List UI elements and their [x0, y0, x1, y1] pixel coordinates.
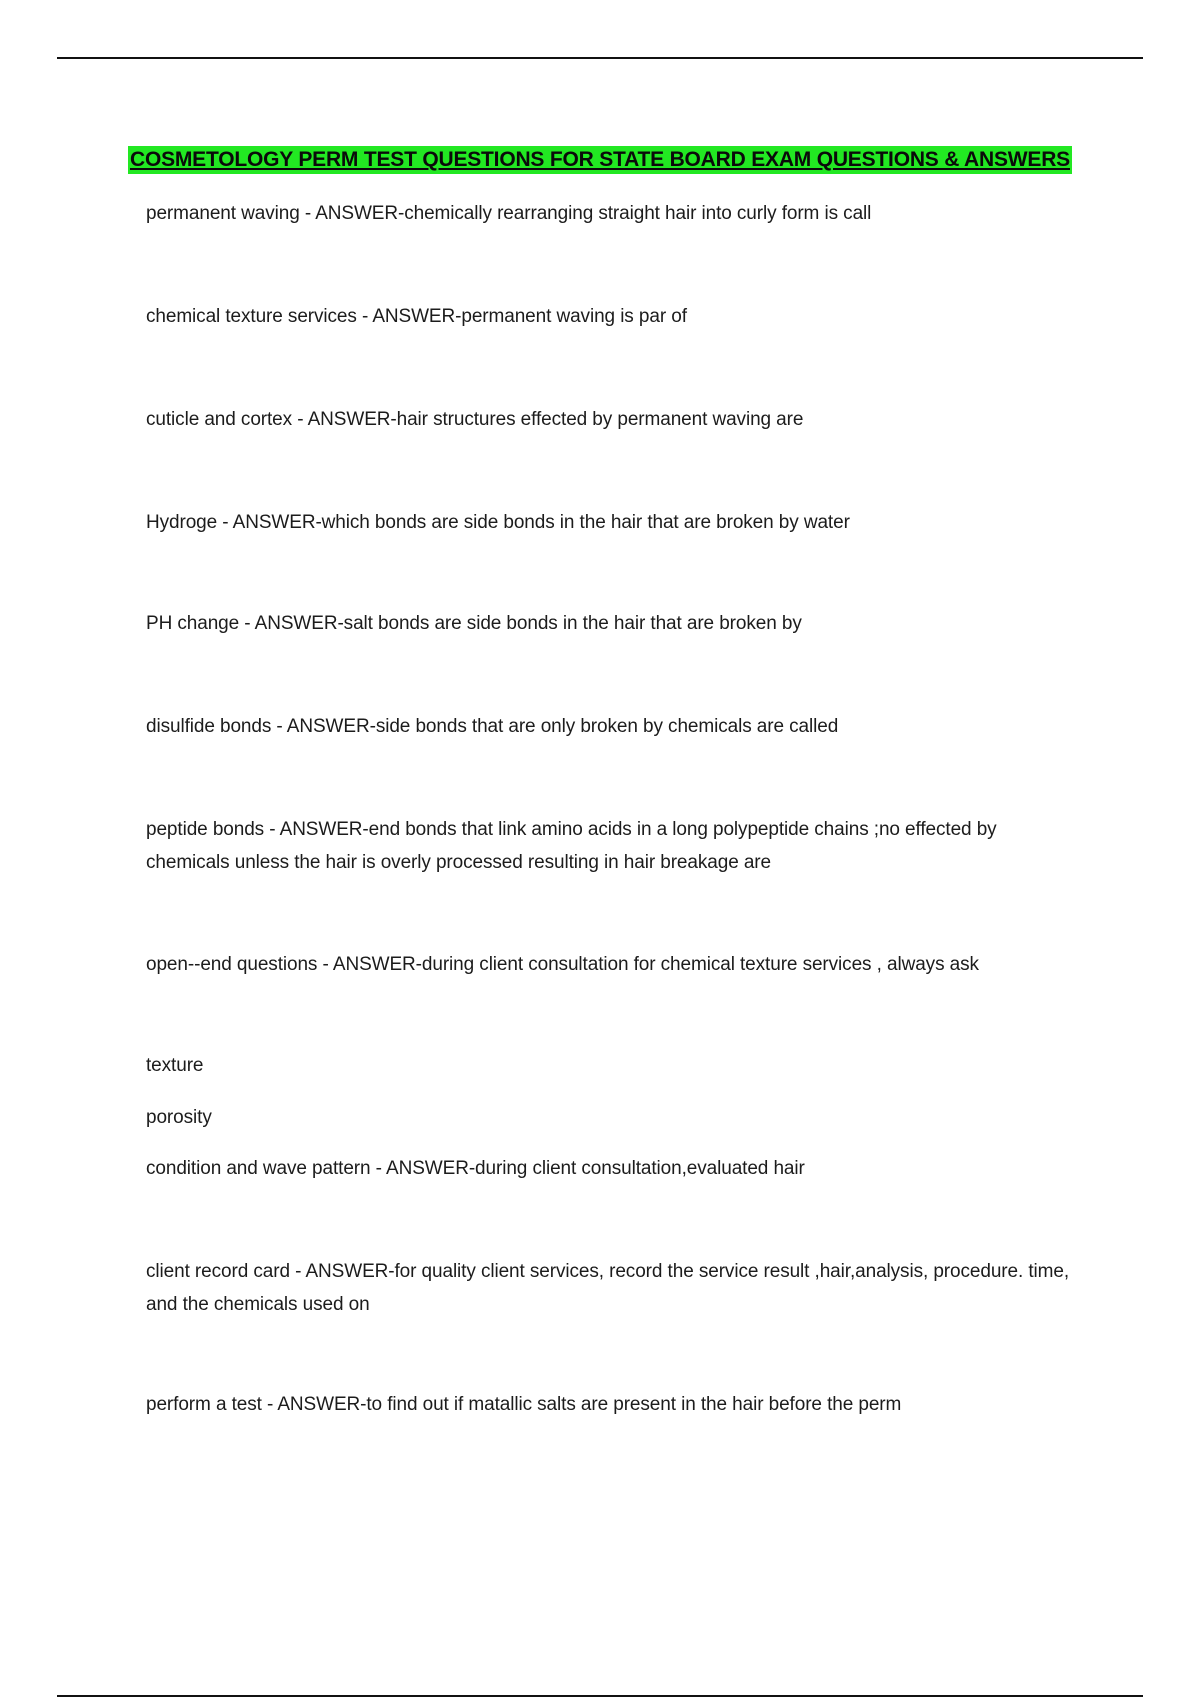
- qa-entry: texture: [146, 1055, 204, 1076]
- qa-entry: open--end questions - ANSWER-during client consultation for chemical texture services , always ask: [146, 954, 979, 975]
- document-title: COSMETOLOGY PERM TEST QUESTIONS FOR STATE BOARD EXAM QUESTIONS & ANSWERS: [128, 146, 1072, 174]
- qa-entry: cuticle and cortex - ANSWER-hair structures effected by permanent waving are: [146, 409, 804, 430]
- footer-rule: [57, 1695, 1143, 1697]
- qa-entry: PH change - ANSWER-salt bonds are side bonds in the hair that are broken by: [146, 613, 802, 634]
- qa-entry: client record card - ANSWER-for quality client services, record the service result ,hair,analysis, procedure. time, and the chemicals used on: [146, 1261, 1070, 1315]
- qa-entry: peptide bonds - ANSWER-end bonds that link amino acids in a long polypeptide chains ;no effected by chemicals unless the hair is overly processed resulting in hair breakage are: [146, 819, 997, 873]
- qa-entry: porosity: [146, 1107, 212, 1128]
- qa-entry: Hydroge - ANSWER-which bonds are side bonds in the hair that are broken by water: [146, 512, 850, 533]
- qa-entry: disulfide bonds - ANSWER-side bonds that are only broken by chemicals are called: [146, 716, 839, 737]
- qa-entry: condition and wave pattern - ANSWER-during client consultation,evaluated hair: [146, 1158, 805, 1179]
- qa-entry: chemical texture services - ANSWER-permanent waving is par of: [146, 306, 687, 327]
- qa-entry: perform a test - ANSWER-to find out if matallic salts are present in the hair before the perm: [146, 1394, 902, 1415]
- qa-entry: permanent waving - ANSWER-chemically rearranging straight hair into curly form is call: [146, 203, 872, 224]
